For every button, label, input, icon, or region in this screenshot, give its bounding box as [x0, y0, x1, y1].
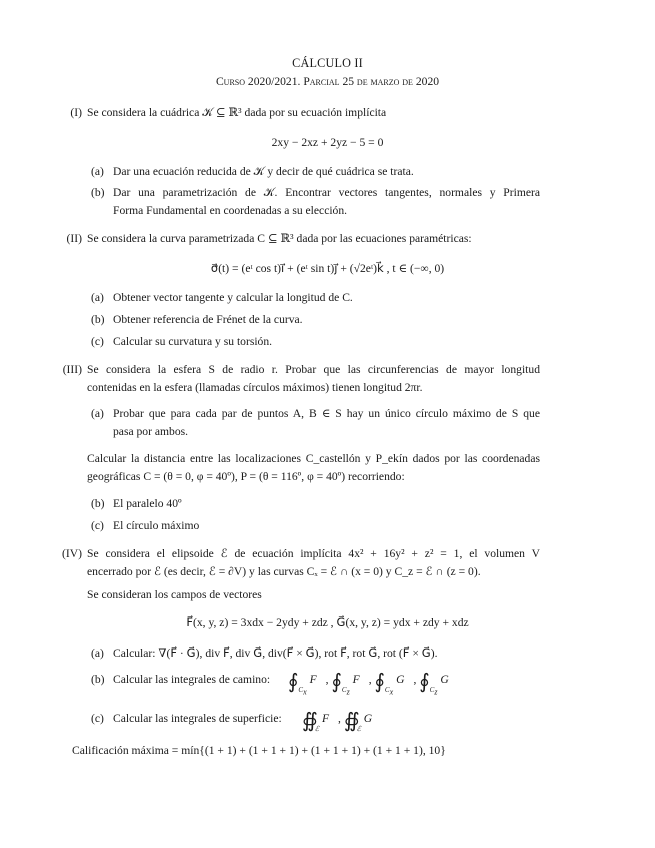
surface-integrals: $∯_ℰ$ F⃗, $∯_ℰ$ G⃗ [302, 710, 382, 733]
part-text: Calcular: ∇(F⃗ · G⃗), div F⃗, div G⃗, div(F⃗ × G⃗), rot F⃗, rot G⃗, rot (F⃗ × G⃗). [113, 647, 438, 660]
part-label: (b) [91, 186, 105, 199]
problem-intro: Se considera la curva parametrizada C ⊆ ℝ³ dada por las ecuaciones paramétricas: [87, 232, 472, 245]
part-text: Calcular las integrales de superficie: [113, 712, 282, 725]
paragraph: Calcular la distancia entre las localizaciones C_castellón y P_ekín dados por las coordenadas [87, 452, 540, 465]
problem-number: (III) [62, 363, 82, 376]
part-label: (b) [91, 313, 105, 326]
part-label: (b) [91, 497, 105, 510]
part-label: (a) [91, 407, 104, 420]
paragraph: Se consideran los campos de vectores [87, 588, 262, 601]
display-equation: σ⃗(t) = (eᵗ cos t)i⃗ + (eᵗ sin t)j⃗ + (√2eᵗ)k⃗ , t ∈ (−∞, 0) [210, 262, 445, 275]
problem-number: (I) [70, 106, 82, 119]
problem-intro: Se considera el elipsoide ℰ de ecuación implícita 4x² + 16y² + z² = 1, el volumen V [87, 547, 540, 560]
part-label: (a) [91, 165, 104, 178]
page-title: CÁLCULO II [292, 56, 363, 70]
problem-intro: contenidas en la esfera (llamadas círculos máximos) tienen longitud 2πr. [87, 381, 423, 394]
part-text: Obtener referencia de Frénet de la curva. [113, 313, 303, 326]
part-label: (a) [91, 291, 104, 304]
part-text: Probar que para cada par de puntos A, B ∈ S hay un único círculo máximo de S que [113, 407, 540, 420]
part-text: Obtener vector tangente y calcular la longitud de C. [113, 291, 353, 304]
paragraph: geográficas C = (θ = 0, φ = 40º), P = (θ = 116º, φ = 40º) recorriendo: [87, 470, 405, 483]
part-label: (c) [91, 712, 104, 725]
part-text: El paralelo 40º [113, 497, 182, 510]
grading-note: Calificación máxima = mín{(1 + 1) + (1 + 1 + 1) + (1 + 1 + 1) + (1 + 1 + 1), 10} [72, 744, 446, 757]
part-label: (a) [91, 647, 104, 660]
part-text: Calcular su curvatura y su torsión. [113, 335, 273, 348]
exam-subtitle: Curso 2020/2021. Parcial 25 de marzo de 2020 [215, 75, 440, 88]
display-equation: 2xy − 2xz + 2yz − 5 = 0 [271, 136, 384, 149]
part-label: (c) [91, 335, 104, 348]
display-equation: F⃗(x, y, z) = 3xdx − 2ydy + zdz , G⃗(x, y, z) = ydx + zdy + xdz [186, 616, 469, 629]
part-text: Dar una parametrización de 𝒦. Encontrar vectores tangentes, normales y Primera [113, 186, 540, 199]
problem-intro: Se considera la cuádrica 𝒦 ⊆ ℝ³ dada por su ecuación implícita [87, 106, 387, 119]
part-label: (b) [91, 673, 105, 686]
part-text: pasa por ambos. [113, 425, 189, 438]
part-label: (c) [91, 519, 104, 532]
part-text: Dar una ecuación reducida de 𝒦 y decir de qué cuádrica se trata. [113, 165, 414, 178]
problem-intro: Se considera la esfera S de radio r. Probar que las circunferencias de mayor longitud [87, 363, 540, 376]
part-text: Calcular las integrales de camino: [113, 673, 271, 686]
part-text: El círculo máximo [113, 519, 200, 532]
line-integrals: $∮_{C_x}$ F⃗, $∮_{C_z}$ F⃗, $∮_{C_x}$ G⃗, $∮_{C_z}$ G⃗ [288, 671, 458, 697]
part-text: Forma Fundamental en coordenadas a su elección. [113, 204, 348, 217]
problem-number: (II) [66, 232, 82, 245]
problem-number: (IV) [62, 547, 82, 560]
problem-intro: encerrado por ℰ (es decir, ℰ = ∂V) y las curvas Cₓ = ℰ ∩ (x = 0) y C_z = ℰ ∩ (z = 0). [87, 565, 481, 578]
